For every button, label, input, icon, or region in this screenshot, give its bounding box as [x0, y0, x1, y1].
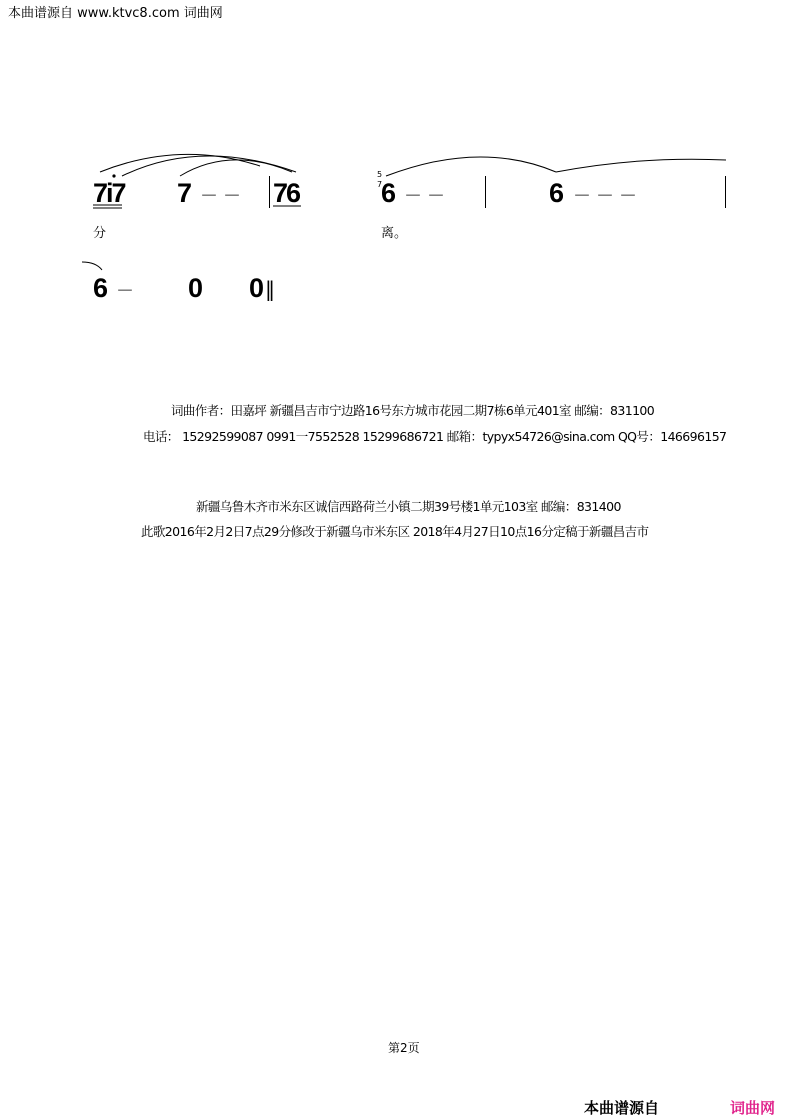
note-7: 7: [177, 178, 193, 208]
lyric-li: 离。: [381, 226, 408, 241]
barline-2: [485, 176, 486, 208]
dashes-4: － －: [404, 186, 446, 206]
barline-1: [269, 176, 270, 208]
page-number: 第2页: [388, 1041, 420, 1055]
rest-0-a: 0: [188, 273, 204, 303]
note-6-b: 6: [549, 178, 565, 208]
slur-1: [100, 154, 260, 172]
slur-marks: [0, 0, 790, 320]
dashes-5: － － －: [573, 186, 638, 206]
dash-line2: －: [116, 281, 134, 301]
source-header: 本曲谱源自 www.ktvc8.com 词曲网: [8, 6, 223, 21]
grace-sub-note: 7: [377, 180, 383, 189]
rest-0-b: 0: [249, 273, 265, 303]
note-6-c: 6: [93, 273, 109, 303]
footer-site-logo[interactable]: 词曲网: [730, 1099, 776, 1117]
slur-3: [180, 160, 292, 176]
dashes-2: － －: [200, 186, 242, 206]
note-group-717: 7i7: [93, 178, 125, 208]
author-info-line: 词曲作者：田嘉坪 新疆昌吉市宁边路16号东方城市花园二期7栋6单元401室 邮编：831100: [171, 403, 655, 418]
tie-continue: [82, 262, 102, 270]
revision-line: 此歌2016年2月2日7点29分修改于新疆乌市米东区 2018年4月27日10点16分定稿于新疆昌吉市: [141, 524, 649, 539]
final-barline: ‖: [265, 277, 275, 301]
note-6-a: 6: [381, 178, 397, 208]
slur-2: [122, 156, 296, 176]
tie-long-2: [556, 159, 726, 172]
tie-long-1: [386, 157, 556, 176]
footer-source-label: 本曲谱源自: [584, 1099, 660, 1117]
contact-line: 电话： 15292599087 0991一7552528 15299686721 邮箱：typyx54726@sina.com QQ号：146696157: [143, 429, 727, 444]
barline-3: [725, 176, 726, 208]
note-group-76: 76: [273, 178, 300, 208]
grace-note: 5: [377, 170, 383, 179]
address-line: 新疆乌鲁木齐市米东区诚信西路荷兰小镇二期39号楼1单元103室 邮编：831400: [196, 499, 621, 514]
lyric-fen: 分: [93, 226, 107, 241]
